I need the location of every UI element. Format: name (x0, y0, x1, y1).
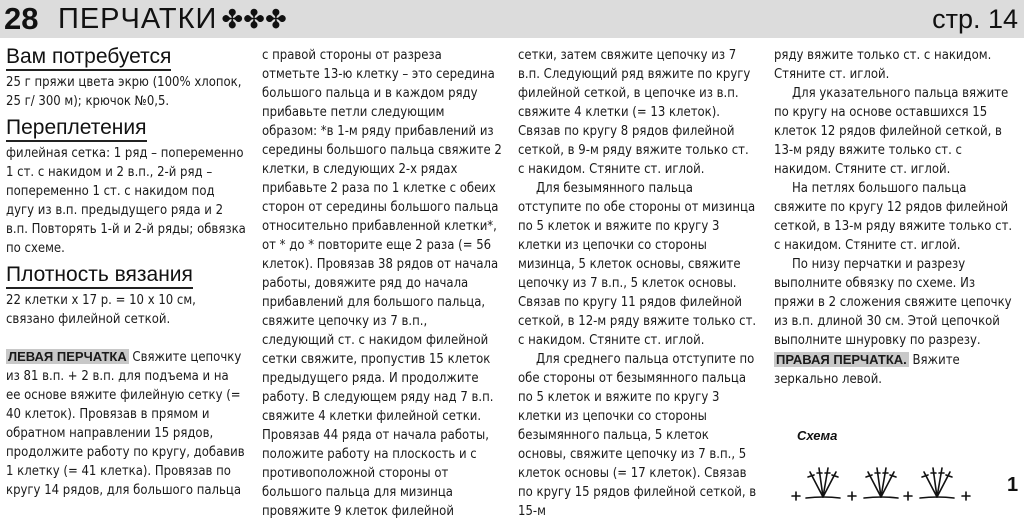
right-glove-label: ПРАВАЯ ПЕРЧАТКА. (776, 352, 907, 367)
stitch-fan (864, 468, 898, 498)
materials-text: 25 г пряжи цвета экрю (100% хлопок, 25 г/ 300 м); крючок №0,5. (6, 75, 242, 109)
schema-label: Схема (797, 428, 838, 443)
plus-sign (962, 492, 970, 500)
gauge-heading: Плотность вязания (6, 264, 193, 289)
patterns-text: филейная сетка: 1 ряд – попеременно 1 ст. с накидом и 2 в.п., 2-й ряд – попеременно 1 ст. с накидом под дугу из в.п. предыдущего ряда и 2 в.п. Повторять 1-й и 2-й ряды; обвязка по схеме. (6, 146, 246, 256)
page-reference: стр. 14 (932, 4, 1018, 34)
plus-sign (904, 492, 912, 500)
left-glove-label: ЛЕВАЯ ПЕРЧАТКА (8, 349, 127, 364)
left-glove-ring-finger: Для безымянного пальца отступите по обе стороны от мизинца по 5 клеток и вяжите по кругу 3 клетки из цепочки со стороны мизинца, 5 клеток основы, свяжите цепочку из 7 в.п., 5 клеток основы. Связав по кругу 11 рядов филейной сеткой, в 12-м ряду вяжите только ст. с накидом. Стяните ст. иглой. (518, 181, 757, 348)
stitch-fan (920, 468, 954, 498)
stitch-fan (806, 468, 840, 498)
page-header (0, 0, 1024, 38)
page-title-text: ПЕРЧАТКИ (58, 3, 218, 35)
left-glove-thumb: На петлях большого пальца свяжите по кругу 12 рядов филейной сеткой, в 13-м ряду вяжите только ст. с накидом. Стяните ст. иглой. (774, 181, 1013, 253)
left-glove-text-1: Свяжите цепочку из 81 в.п. + 2 в.п. для подъема и на ее основе вяжите филейную сетку (= 40 клеток). Провязав в прямом и обратном направлении 15 рядов, продолжите работу по кругу, добавив 1 клетку (= 41 клетка). Провязав по кругу 14 рядов, для большого пальца (6, 350, 245, 498)
gauge-text: 22 клетки х 17 р. = 10 х 10 см, связано филейной сеткой. (6, 293, 196, 327)
plus-sign (848, 492, 856, 500)
plus-sign (792, 492, 800, 500)
left-glove-paragraph (6, 347, 246, 500)
column-2 (262, 46, 502, 521)
left-glove-pinky: сетки, затем свяжите цепочку из 7 в.п. Следующий ряд вяжите по кругу филейной сеткой, в цепочке из в.п. свяжите 4 клетки (= 13 клеток). Связав по кругу 8 рядов филейной сеткой, в 9-м ряду вяжите только ст. с накидом. Стяните ст. иглой. (518, 48, 751, 177)
schema-row-number: 1 (1007, 474, 1019, 496)
right-glove-text: Вяжите зеркально левой. (774, 353, 960, 387)
left-glove-middle-end: ряду вяжите только ст. с накидом. Стяните ст. иглой. (774, 48, 992, 82)
left-glove-edging: По низу перчатки и разрезу выполните обвязку по схеме. Из пряжи в 2 сложения свяжите цепочку из в.п. длиной 30 см. Этой цепочкой выполните шнуровку по разрезу. (774, 257, 1012, 348)
column-3 (518, 46, 758, 521)
right-glove-paragraph (774, 350, 1014, 389)
left-glove-text-2: с правой стороны от разреза отметьте 13-ю клетку – это середина большого пальца и в каждом ряду прибавьте петли следующим образом: *в 1-м ряду прибавлений из середины большого пальца свяжите 2 клетки, в следующих 2-х рядах прибавьте 2 раза по 1 клетке с обеих сторон от середины большого пальца относительно прибавленной клетки*, от * до * повторите еще 2 раза (= 56 клеток). Провязав 38 рядов от начала работы, довяжите ряд до начала прибавлений для большого пальца, свяжите цепочку из 7 в.п., следующий ст. с накидом филейной сетки свяжите, пропустив 15 клеток предыдущего ряда. И продолжите работу. В следующем ряду над 7 в.п. свяжите 4 клетки филейной сетки. Провязав 44 ряда от начала работы, положите работу на плоскость и с противоположной стороны от большого пальца для мизинца провяжите 9 клеток филейной (262, 48, 502, 519)
ornament-icon: ✤✤✤ (221, 4, 287, 34)
patterns-heading: Переплетения (6, 117, 147, 142)
materials-heading: Вам потребуется (6, 46, 171, 71)
page-number: 28 (4, 1, 39, 36)
page-title (58, 2, 287, 36)
column-1 (6, 46, 246, 500)
left-glove-middle-finger: Для среднего пальца отступите по обе стороны от безымянного пальца по 5 клеток и вяжите по кругу 3 клетки из цепочки со стороны безымянного пальца, 5 клеток основы, свяжите цепочку из 7 в.п., 5 клеток основы (= 17 клеток). Связав по кругу 15 рядов филейной сеткой, в 15-м (518, 352, 757, 519)
left-glove-index-finger: Для указательного пальца вяжите по кругу на основе оставшихся 15 клеток 12 рядов филейной сеткой, в 13-м ряду вяжите только ст. с накидом. Стяните ст. иглой. (774, 86, 1009, 177)
column-4 (774, 46, 1014, 389)
crochet-schema-diagram (786, 460, 1006, 506)
